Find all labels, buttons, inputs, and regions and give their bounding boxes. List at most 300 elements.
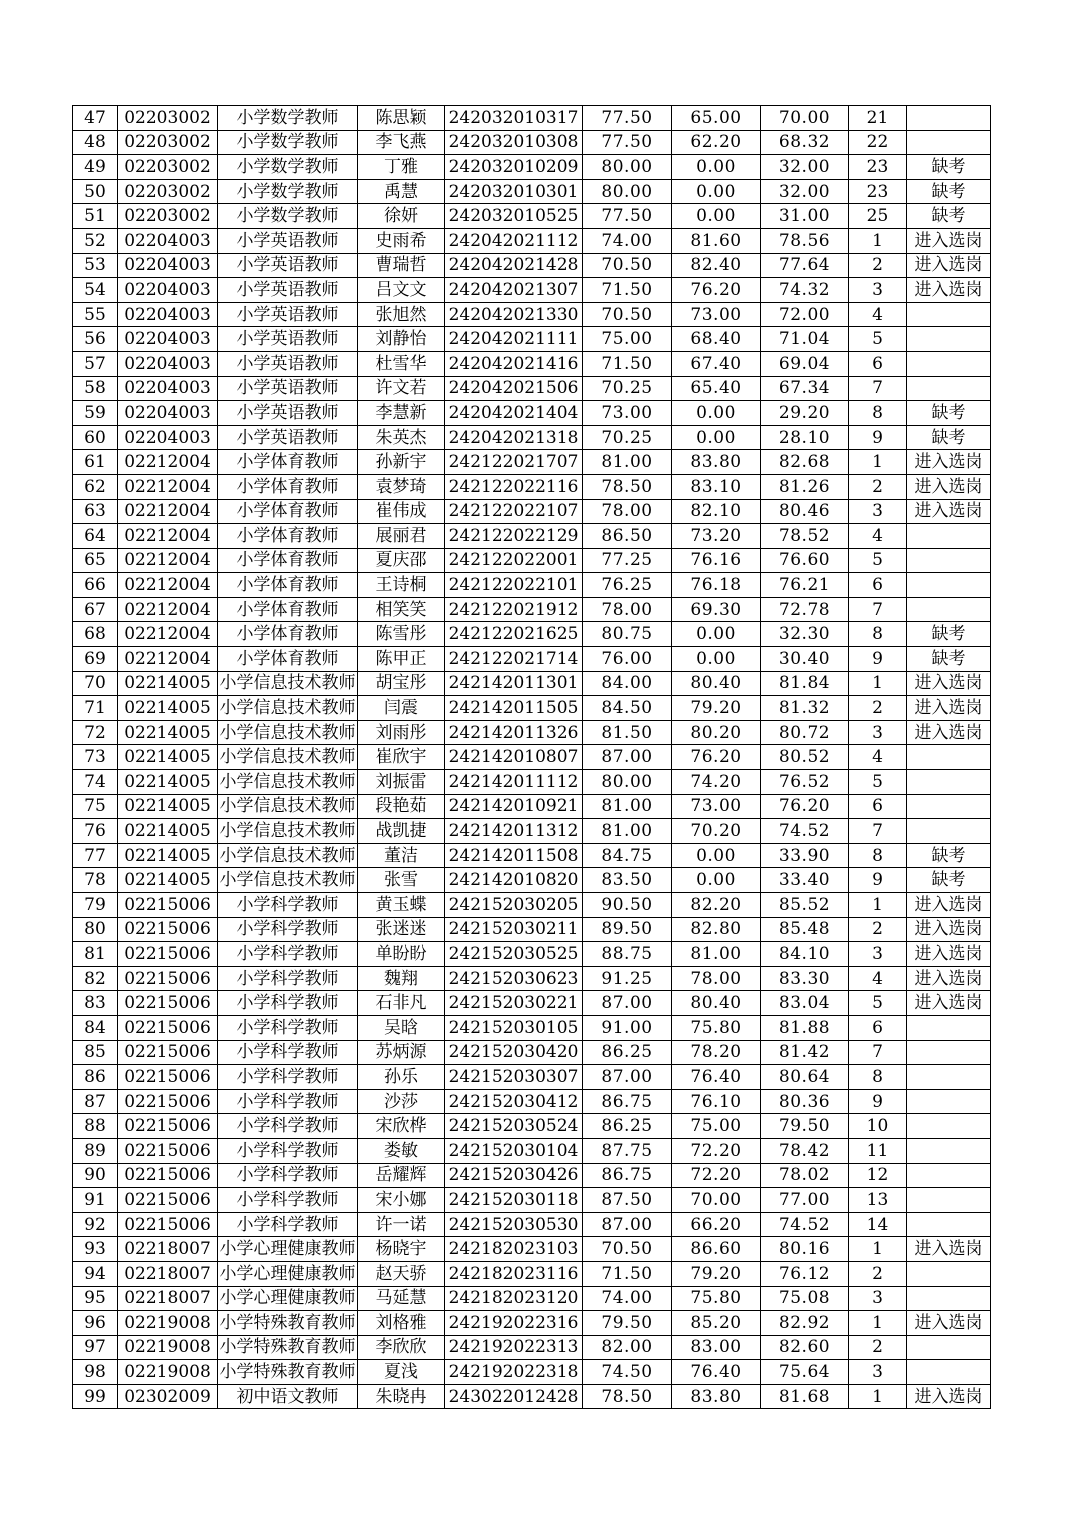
candidate-name-cell: 石非凡 (358, 991, 445, 1016)
remark-cell: 进入选岗 (907, 253, 991, 278)
seq-cell: 86 (73, 1065, 118, 1090)
remark-cell (907, 1360, 991, 1385)
rank-cell: 9 (849, 425, 907, 450)
total-score-cell: 32.00 (761, 155, 849, 180)
exam-id-cell: 242042021404 (445, 401, 583, 426)
candidate-name-cell: 崔欣宇 (358, 745, 445, 770)
position-code-cell: 02212004 (118, 597, 218, 622)
written-score-cell: 70.50 (583, 253, 672, 278)
written-score-cell: 75.00 (583, 327, 672, 352)
written-score-cell: 78.00 (583, 597, 672, 622)
total-score-cell: 78.42 (761, 1138, 849, 1163)
table-row (73, 843, 991, 868)
table-row (73, 179, 991, 204)
total-score-cell: 74.32 (761, 278, 849, 303)
rank-cell: 21 (849, 106, 907, 131)
interview-score-cell: 73.00 (672, 794, 761, 819)
total-score-cell: 81.88 (761, 1015, 849, 1040)
table-row (73, 868, 991, 893)
candidate-name-cell: 闫震 (358, 696, 445, 721)
interview-score-cell: 70.00 (672, 1188, 761, 1213)
seq-cell: 75 (73, 794, 118, 819)
exam-id-cell: 242152030221 (445, 991, 583, 1016)
position-name-cell: 小学科学教师 (218, 1065, 358, 1090)
exam-id-cell: 242152030420 (445, 1040, 583, 1065)
position-code-cell: 02218007 (118, 1286, 218, 1311)
written-score-cell: 87.75 (583, 1138, 672, 1163)
written-score-cell: 87.00 (583, 1212, 672, 1237)
position-code-cell: 02214005 (118, 745, 218, 770)
position-name-cell: 小学科学教师 (218, 942, 358, 967)
written-score-cell: 79.50 (583, 1311, 672, 1336)
written-score-cell: 77.50 (583, 130, 672, 155)
candidate-name-cell: 丁雅 (358, 155, 445, 180)
rank-cell: 3 (849, 1286, 907, 1311)
table-row (73, 966, 991, 991)
position-code-cell: 02215006 (118, 942, 218, 967)
candidate-name-cell: 杜雪华 (358, 351, 445, 376)
candidate-name-cell: 刘振雷 (358, 770, 445, 795)
total-score-cell: 76.52 (761, 770, 849, 795)
candidate-name-cell: 孙乐 (358, 1065, 445, 1090)
table-row (73, 253, 991, 278)
total-score-cell: 81.26 (761, 474, 849, 499)
position-name-cell: 小学心理健康教师 (218, 1237, 358, 1262)
position-name-cell: 小学信息技术教师 (218, 868, 358, 893)
table-row (73, 106, 991, 131)
written-score-cell: 70.25 (583, 376, 672, 401)
total-score-cell: 83.04 (761, 991, 849, 1016)
rank-cell: 25 (849, 204, 907, 229)
candidate-name-cell: 刘雨彤 (358, 720, 445, 745)
total-score-cell: 80.52 (761, 745, 849, 770)
rank-cell: 1 (849, 671, 907, 696)
rank-cell: 1 (849, 228, 907, 253)
interview-score-cell: 75.00 (672, 1114, 761, 1139)
rank-cell: 2 (849, 917, 907, 942)
interview-score-cell: 83.10 (672, 474, 761, 499)
remark-cell: 进入选岗 (907, 696, 991, 721)
remark-cell: 进入选岗 (907, 720, 991, 745)
position-code-cell: 02204003 (118, 302, 218, 327)
candidate-name-cell: 刘静怡 (358, 327, 445, 352)
candidate-name-cell: 黄玉蝶 (358, 893, 445, 918)
position-code-cell: 02215006 (118, 917, 218, 942)
rank-cell: 6 (849, 573, 907, 598)
interview-score-cell: 76.40 (672, 1065, 761, 1090)
total-score-cell: 77.64 (761, 253, 849, 278)
candidate-name-cell: 宋欣桦 (358, 1114, 445, 1139)
table-row (73, 942, 991, 967)
written-score-cell: 70.25 (583, 425, 672, 450)
remark-cell (907, 819, 991, 844)
total-score-cell: 72.78 (761, 597, 849, 622)
rank-cell: 7 (849, 597, 907, 622)
table-row (73, 893, 991, 918)
interview-score-cell: 76.18 (672, 573, 761, 598)
interview-score-cell: 74.20 (672, 770, 761, 795)
table-row (73, 745, 991, 770)
remark-cell: 缺考 (907, 843, 991, 868)
rank-cell: 23 (849, 155, 907, 180)
position-name-cell: 小学信息技术教师 (218, 720, 358, 745)
position-name-cell: 小学英语教师 (218, 376, 358, 401)
position-name-cell: 小学信息技术教师 (218, 696, 358, 721)
written-score-cell: 76.00 (583, 647, 672, 672)
interview-score-cell: 79.20 (672, 1261, 761, 1286)
position-code-cell: 02212004 (118, 450, 218, 475)
total-score-cell: 70.00 (761, 106, 849, 131)
written-score-cell: 81.00 (583, 450, 672, 475)
remark-cell: 缺考 (907, 647, 991, 672)
exam-id-cell: 242122021714 (445, 647, 583, 672)
total-score-cell: 77.00 (761, 1188, 849, 1213)
remark-cell (907, 770, 991, 795)
written-score-cell: 74.50 (583, 1360, 672, 1385)
exam-id-cell: 242122021707 (445, 450, 583, 475)
table-row (73, 1360, 991, 1385)
written-score-cell: 71.50 (583, 351, 672, 376)
total-score-cell: 71.04 (761, 327, 849, 352)
total-score-cell: 74.52 (761, 1212, 849, 1237)
remark-cell (907, 794, 991, 819)
total-score-cell: 82.60 (761, 1335, 849, 1360)
table-row (73, 1065, 991, 1090)
candidate-name-cell: 徐妍 (358, 204, 445, 229)
candidate-name-cell: 魏翔 (358, 966, 445, 991)
seq-cell: 54 (73, 278, 118, 303)
position-code-cell: 02218007 (118, 1237, 218, 1262)
seq-cell: 93 (73, 1237, 118, 1262)
interview-score-cell: 75.80 (672, 1286, 761, 1311)
interview-score-cell: 83.80 (672, 1384, 761, 1409)
candidate-name-cell: 杨晓宇 (358, 1237, 445, 1262)
exam-id-cell: 242122021912 (445, 597, 583, 622)
written-score-cell: 80.00 (583, 155, 672, 180)
position-name-cell: 初中语文教师 (218, 1384, 358, 1409)
table-row (73, 474, 991, 499)
exam-id-cell: 242192022318 (445, 1360, 583, 1385)
position-code-cell: 02215006 (118, 1065, 218, 1090)
interview-score-cell: 0.00 (672, 179, 761, 204)
seq-cell: 51 (73, 204, 118, 229)
seq-cell: 80 (73, 917, 118, 942)
position-name-cell: 小学数学教师 (218, 179, 358, 204)
rank-cell: 4 (849, 302, 907, 327)
seq-cell: 89 (73, 1138, 118, 1163)
candidate-name-cell: 张迷迷 (358, 917, 445, 942)
rank-cell: 7 (849, 376, 907, 401)
remark-cell: 缺考 (907, 401, 991, 426)
table-row (73, 155, 991, 180)
interview-score-cell: 76.20 (672, 745, 761, 770)
total-score-cell: 72.00 (761, 302, 849, 327)
table-row (73, 1089, 991, 1114)
remark-cell (907, 1089, 991, 1114)
written-score-cell: 73.00 (583, 401, 672, 426)
written-score-cell: 81.00 (583, 819, 672, 844)
rank-cell: 3 (849, 720, 907, 745)
written-score-cell: 87.50 (583, 1188, 672, 1213)
position-name-cell: 小学英语教师 (218, 278, 358, 303)
remark-cell: 缺考 (907, 622, 991, 647)
exam-id-cell: 242042021111 (445, 327, 583, 352)
position-name-cell: 小学科学教师 (218, 1015, 358, 1040)
rank-cell: 3 (849, 499, 907, 524)
written-score-cell: 88.75 (583, 942, 672, 967)
table-row (73, 1384, 991, 1409)
position-name-cell: 小学英语教师 (218, 401, 358, 426)
seq-cell: 62 (73, 474, 118, 499)
position-name-cell: 小学英语教师 (218, 253, 358, 278)
position-name-cell: 小学体育教师 (218, 597, 358, 622)
position-code-cell: 02215006 (118, 1040, 218, 1065)
remark-cell (907, 351, 991, 376)
position-name-cell: 小学特殊教育教师 (218, 1360, 358, 1385)
position-code-cell: 02215006 (118, 893, 218, 918)
written-score-cell: 90.50 (583, 893, 672, 918)
position-code-cell: 02215006 (118, 1015, 218, 1040)
candidate-name-cell: 展丽君 (358, 524, 445, 549)
remark-cell (907, 1261, 991, 1286)
rank-cell: 1 (849, 1237, 907, 1262)
position-name-cell: 小学科学教师 (218, 1188, 358, 1213)
position-code-cell: 02212004 (118, 622, 218, 647)
seq-cell: 99 (73, 1384, 118, 1409)
position-name-cell: 小学体育教师 (218, 548, 358, 573)
interview-score-cell: 0.00 (672, 647, 761, 672)
position-name-cell: 小学科学教师 (218, 1138, 358, 1163)
candidate-name-cell: 沙莎 (358, 1089, 445, 1114)
exam-id-cell: 242152030530 (445, 1212, 583, 1237)
position-name-cell: 小学数学教师 (218, 130, 358, 155)
total-score-cell: 75.64 (761, 1360, 849, 1385)
interview-score-cell: 65.00 (672, 106, 761, 131)
position-code-cell: 02214005 (118, 671, 218, 696)
position-code-cell: 02214005 (118, 819, 218, 844)
written-score-cell: 84.00 (583, 671, 672, 696)
rank-cell: 2 (849, 1261, 907, 1286)
interview-score-cell: 72.20 (672, 1163, 761, 1188)
total-score-cell: 32.00 (761, 179, 849, 204)
rank-cell: 4 (849, 745, 907, 770)
position-name-cell: 小学特殊教育教师 (218, 1311, 358, 1336)
rank-cell: 9 (849, 868, 907, 893)
seq-cell: 77 (73, 843, 118, 868)
rank-cell: 9 (849, 1089, 907, 1114)
exam-id-cell: 242142010807 (445, 745, 583, 770)
exam-id-cell: 242152030104 (445, 1138, 583, 1163)
written-score-cell: 74.00 (583, 1286, 672, 1311)
candidate-name-cell: 吕文文 (358, 278, 445, 303)
exam-id-cell: 242122022116 (445, 474, 583, 499)
position-code-cell: 02215006 (118, 991, 218, 1016)
position-name-cell: 小学信息技术教师 (218, 819, 358, 844)
exam-id-cell: 242042021330 (445, 302, 583, 327)
exam-id-cell: 242152030211 (445, 917, 583, 942)
position-name-cell: 小学体育教师 (218, 499, 358, 524)
seq-cell: 82 (73, 966, 118, 991)
position-name-cell: 小学英语教师 (218, 351, 358, 376)
results-table (72, 105, 991, 1409)
remark-cell (907, 524, 991, 549)
exam-id-cell: 242042021416 (445, 351, 583, 376)
position-code-cell: 02203002 (118, 155, 218, 180)
remark-cell: 进入选岗 (907, 942, 991, 967)
candidate-name-cell: 胡宝彤 (358, 671, 445, 696)
table-row (73, 770, 991, 795)
candidate-name-cell: 娄敏 (358, 1138, 445, 1163)
candidate-name-cell: 许文若 (358, 376, 445, 401)
candidate-name-cell: 相笑笑 (358, 597, 445, 622)
candidate-name-cell: 单盼盼 (358, 942, 445, 967)
position-code-cell: 02204003 (118, 327, 218, 352)
rank-cell: 8 (849, 1065, 907, 1090)
rank-cell: 4 (849, 524, 907, 549)
table-row (73, 228, 991, 253)
exam-id-cell: 242042021428 (445, 253, 583, 278)
position-code-cell: 02203002 (118, 106, 218, 131)
rank-cell: 12 (849, 1163, 907, 1188)
written-score-cell: 91.25 (583, 966, 672, 991)
remark-cell (907, 745, 991, 770)
position-code-cell: 02212004 (118, 499, 218, 524)
candidate-name-cell: 夏浅 (358, 1360, 445, 1385)
written-score-cell: 80.75 (583, 622, 672, 647)
position-code-cell: 02219008 (118, 1311, 218, 1336)
seq-cell: 66 (73, 573, 118, 598)
exam-id-cell: 242192022316 (445, 1311, 583, 1336)
table-row (73, 548, 991, 573)
interview-score-cell: 73.00 (672, 302, 761, 327)
table-row (73, 1163, 991, 1188)
exam-id-cell: 242152030307 (445, 1065, 583, 1090)
position-name-cell: 小学体育教师 (218, 524, 358, 549)
total-score-cell: 28.10 (761, 425, 849, 450)
remark-cell (907, 106, 991, 131)
remark-cell: 进入选岗 (907, 1384, 991, 1409)
position-code-cell: 02215006 (118, 1138, 218, 1163)
exam-id-cell: 242032010301 (445, 179, 583, 204)
remark-cell (907, 1114, 991, 1139)
exam-id-cell: 242122022129 (445, 524, 583, 549)
written-score-cell: 77.50 (583, 204, 672, 229)
table-row (73, 1015, 991, 1040)
seq-cell: 59 (73, 401, 118, 426)
rank-cell: 6 (849, 351, 907, 376)
exam-id-cell: 242042021112 (445, 228, 583, 253)
position-name-cell: 小学英语教师 (218, 327, 358, 352)
interview-score-cell: 0.00 (672, 622, 761, 647)
position-name-cell: 小学科学教师 (218, 917, 358, 942)
interview-score-cell: 0.00 (672, 843, 761, 868)
position-code-cell: 02204003 (118, 376, 218, 401)
interview-score-cell: 0.00 (672, 868, 761, 893)
table-row (73, 1261, 991, 1286)
table-row (73, 1286, 991, 1311)
exam-id-cell: 242032010317 (445, 106, 583, 131)
table-row (73, 622, 991, 647)
seq-cell: 85 (73, 1040, 118, 1065)
interview-score-cell: 76.20 (672, 278, 761, 303)
candidate-name-cell: 张旭然 (358, 302, 445, 327)
written-score-cell: 86.25 (583, 1114, 672, 1139)
position-code-cell: 02214005 (118, 794, 218, 819)
written-score-cell: 84.50 (583, 696, 672, 721)
rank-cell: 8 (849, 622, 907, 647)
candidate-name-cell: 李欣欣 (358, 1335, 445, 1360)
seq-cell: 98 (73, 1360, 118, 1385)
seq-cell: 88 (73, 1114, 118, 1139)
table-row (73, 1040, 991, 1065)
written-score-cell: 81.00 (583, 794, 672, 819)
position-code-cell: 02214005 (118, 868, 218, 893)
candidate-name-cell: 李飞燕 (358, 130, 445, 155)
candidate-name-cell: 孙新宇 (358, 450, 445, 475)
seq-cell: 96 (73, 1311, 118, 1336)
rank-cell: 22 (849, 130, 907, 155)
remark-cell: 进入选岗 (907, 499, 991, 524)
table-body (73, 106, 991, 1409)
position-code-cell: 02215006 (118, 1089, 218, 1114)
interview-score-cell: 69.30 (672, 597, 761, 622)
position-code-cell: 02214005 (118, 696, 218, 721)
table-row (73, 204, 991, 229)
seq-cell: 87 (73, 1089, 118, 1114)
position-name-cell: 小学科学教师 (218, 1089, 358, 1114)
written-score-cell: 81.50 (583, 720, 672, 745)
position-code-cell: 02215006 (118, 1114, 218, 1139)
table-row (73, 302, 991, 327)
remark-cell (907, 573, 991, 598)
position-name-cell: 小学科学教师 (218, 1040, 358, 1065)
rank-cell: 2 (849, 696, 907, 721)
exam-id-cell: 242152030426 (445, 1163, 583, 1188)
seq-cell: 71 (73, 696, 118, 721)
rank-cell: 3 (849, 942, 907, 967)
interview-score-cell: 80.40 (672, 671, 761, 696)
table-row (73, 524, 991, 549)
total-score-cell: 85.52 (761, 893, 849, 918)
exam-id-cell: 242042021318 (445, 425, 583, 450)
seq-cell: 68 (73, 622, 118, 647)
total-score-cell: 33.90 (761, 843, 849, 868)
interview-score-cell: 76.40 (672, 1360, 761, 1385)
rank-cell: 1 (849, 1311, 907, 1336)
exam-id-cell: 242122022107 (445, 499, 583, 524)
remark-cell: 缺考 (907, 179, 991, 204)
interview-score-cell: 86.60 (672, 1237, 761, 1262)
rank-cell: 2 (849, 1335, 907, 1360)
table-row (73, 1138, 991, 1163)
seq-cell: 94 (73, 1261, 118, 1286)
exam-id-cell: 242042021506 (445, 376, 583, 401)
position-name-cell: 小学数学教师 (218, 106, 358, 131)
interview-score-cell: 75.80 (672, 1015, 761, 1040)
seq-cell: 65 (73, 548, 118, 573)
seq-cell: 69 (73, 647, 118, 672)
position-name-cell: 小学心理健康教师 (218, 1286, 358, 1311)
remark-cell (907, 1015, 991, 1040)
exam-id-cell: 242152030118 (445, 1188, 583, 1213)
position-name-cell: 小学体育教师 (218, 450, 358, 475)
position-name-cell: 小学信息技术教师 (218, 843, 358, 868)
interview-score-cell: 72.20 (672, 1138, 761, 1163)
seq-cell: 90 (73, 1163, 118, 1188)
rank-cell: 5 (849, 770, 907, 795)
written-score-cell: 87.00 (583, 991, 672, 1016)
total-score-cell: 76.21 (761, 573, 849, 598)
